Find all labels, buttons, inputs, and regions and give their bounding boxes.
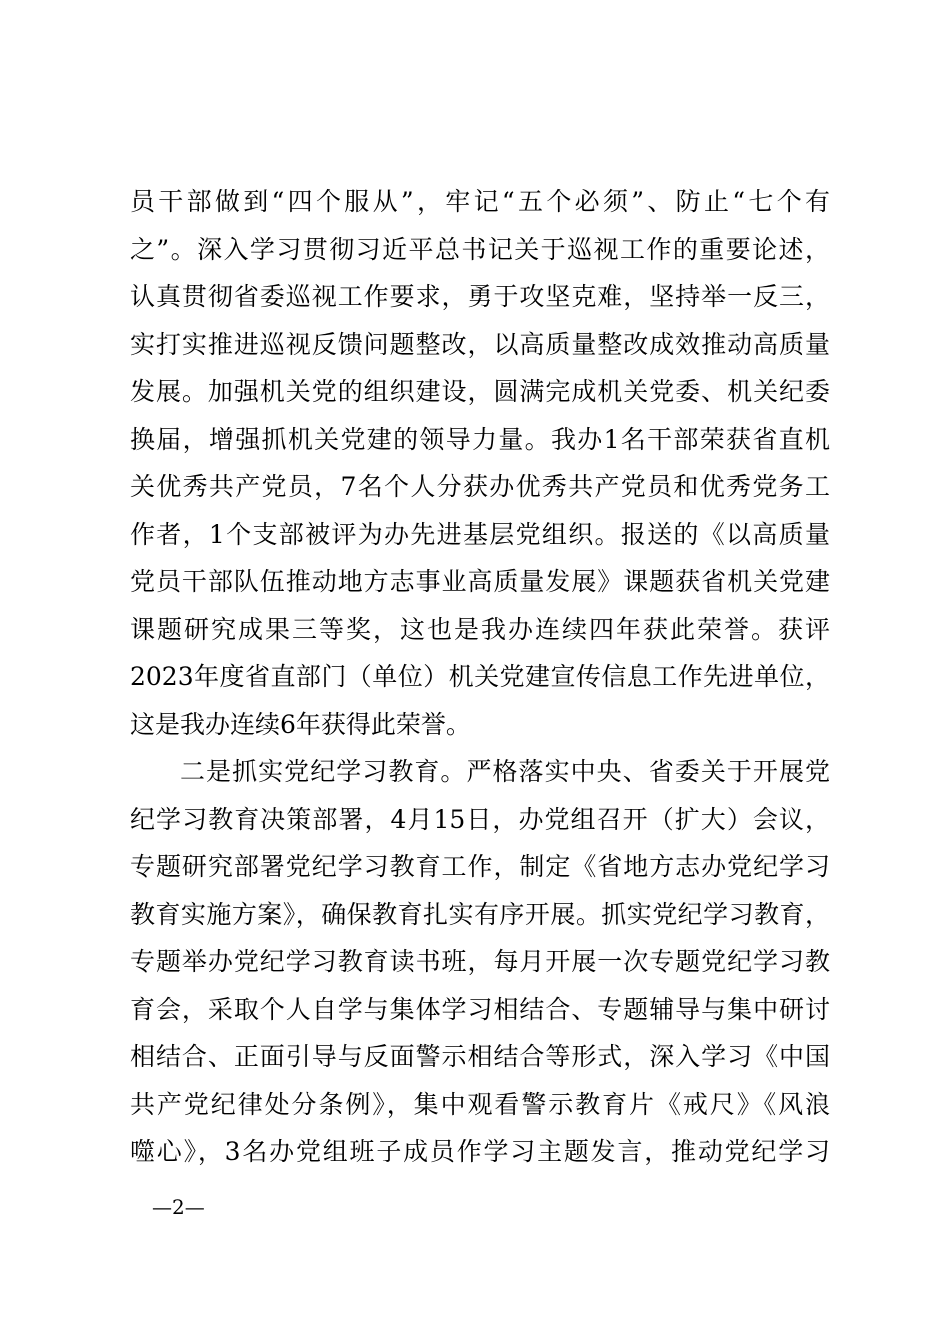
- text-line: 相结合、正面引导与反面警示相结合等形式，深入学习《中国: [130, 1042, 830, 1071]
- text-line: 课题研究成果三等奖，这也是我办连续四年获此荣誉。获评: [130, 614, 830, 644]
- text-line: 这是我办连续6年获得此荣誉。: [130, 709, 471, 739]
- text-line: 专题举办党纪学习教育读书班，每月开展一次专题党纪学习教: [130, 947, 830, 976]
- text-line: 教育实施方案》，确保教育扎实有序开展。抓实党纪学习教育，: [130, 899, 830, 929]
- text-line: 员干部做到“四个服从”，牢记“五个必须”、防止“七个有: [130, 187, 830, 216]
- text-line: 认真贯彻省委巡视工作要求，勇于攻坚克难，坚持举一反三，: [130, 282, 830, 311]
- text-line: 关优秀共产党员，7名个人分获办优秀共产党员和优秀党务工: [130, 472, 830, 501]
- text-line: 育会，采取个人自学与集体学习相结合、专题辅导与集中研讨: [130, 994, 830, 1024]
- text-line: 作者，1个支部被评为办先进基层党组织。报送的《以高质量: [130, 519, 830, 549]
- text-line: 党员干部队伍推动地方志事业高质量发展》课题获省机关党建: [130, 567, 830, 596]
- text-line: 专题研究部署党纪学习教育工作，制定《省地方志办党纪学习: [130, 852, 830, 881]
- body-text: [130, 178, 830, 1176]
- text-line: 之”。深入学习贯彻习近平总书记关于巡视工作的重要论述，: [130, 234, 830, 264]
- text-line: 二是抓实党纪学习教育。严格落实中央、省委关于开展党: [180, 757, 830, 786]
- text-line: 2023年度省直部门（单位）机关党建宣传信息工作先进单位，: [130, 662, 830, 691]
- paragraph: [130, 748, 830, 1176]
- text-line: 共产党纪律处分条例》，集中观看警示教育片《戒尺》《风浪: [130, 1089, 830, 1119]
- text-line: 纪学习教育决策部署，4月15日，办党组召开（扩大）会议，: [130, 804, 830, 834]
- text-line: 换届，增强抓机关党建的领导力量。我办1名干部荣获省直机: [130, 424, 830, 454]
- text-line: 发展。加强机关党的组织建设，圆满完成机关党委、机关纪委: [130, 377, 830, 406]
- text-line: 实打实推进巡视反馈问题整改，以高质量整改成效推动高质量: [130, 329, 830, 359]
- text-line: 噬心》，3名办党组班子成员作学习主题发言，推动党纪学习: [130, 1137, 830, 1166]
- page-number: —2—: [152, 1195, 205, 1219]
- paragraph: [130, 178, 830, 748]
